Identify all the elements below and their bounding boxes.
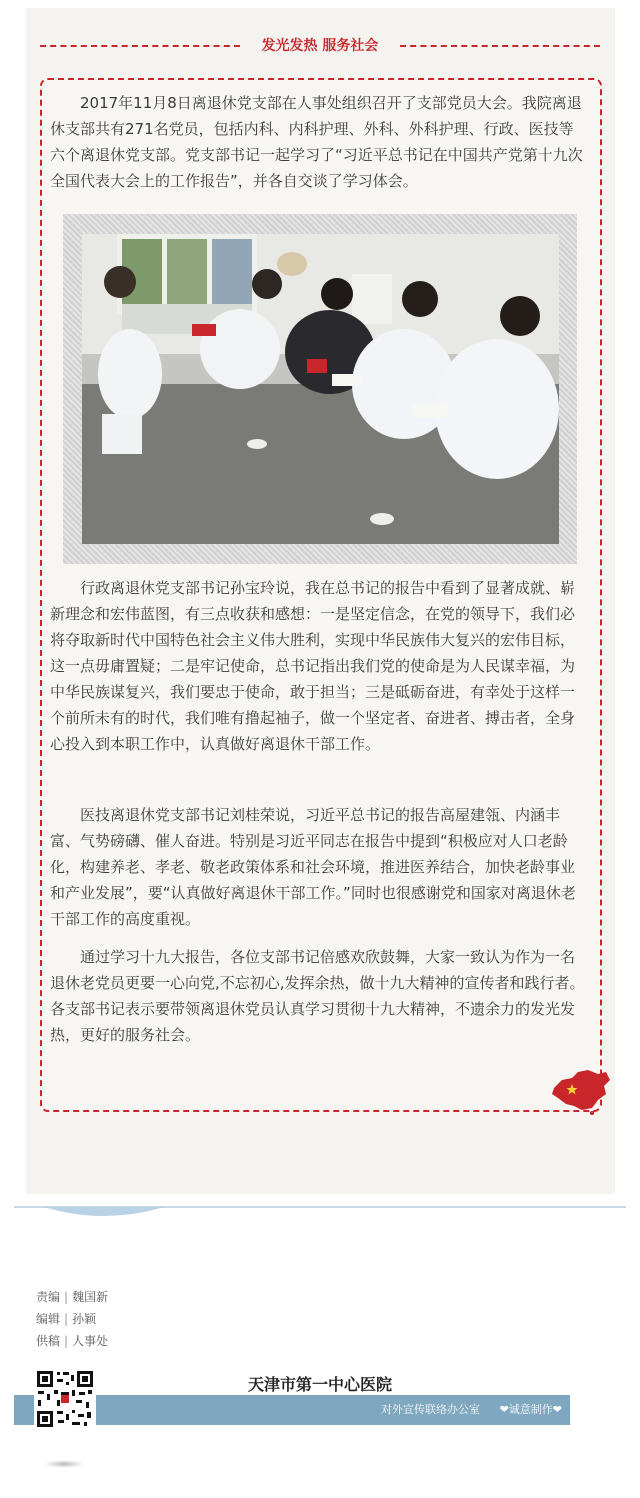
paragraph-liu-guirong: 医技离退休党支部书记刘桂荣说，习近平总书记的报告高屋建瓴、内涵丰富、气势磅礴、催人奋进。特别是习近平同志在报告中提到“积极应对人口老龄化，构建养老、孝老、敬老政策体系和社会环境，推进医养结合，加快老龄事业和产业发展”，要“认真做好离退休干部工作。”同时也很感谢党和国家对离退休老干部工作的高度重视。 (50, 806, 576, 928)
credits-block (36, 1286, 108, 1352)
credit-editor-in-charge: 责编 | 魏国新 (36, 1290, 109, 1304)
footer-shadow (44, 1460, 84, 1468)
credit-source: 供稿 | 人事处 (36, 1334, 109, 1348)
credit-editor: 编辑 | 孙颖 (36, 1312, 97, 1326)
china-map-icon (546, 1066, 612, 1116)
paragraph-sun-baoling: 行政离退休党支部书记孙宝玲说，我在总书记的报告中看到了显著成就、崭新理念和宏伟蓝图，有三点收获和感想：一是坚定信念，在党的领导下，我们必将夺取新时代中国特色社会主义伟大胜利，实现中华民族伟大复兴的宏伟目标，这一点毋庸置疑；二是牢记使命，总书记指出我们党的使命是为人民谋幸福，为中华民族谋复兴，我们要忠于使命，敢于担当；三是砥砺奋进，有幸处于这样一个前所未有的时代，我们唯有撸起袖子，做一个坚定者、奋进者、搏击者，全身心投入到本职工作中，认真做好离退休干部工作。 (50, 579, 576, 753)
paragraph-intro: 2017年11月8日离退休党支部在人事处组织召开了支部党员大会。我院离退休支部共有271名党员，包括内科、内科护理、外科、外科护理、行政、医技等六个离退休党支部。党支部书记一起学习了“习近平总书记在中国共产党第十九次全国代表大会上的工作报告”，并各自交谈了学习体会。 (50, 94, 583, 190)
hospital-name: 天津市第一中心医院 (247, 1375, 392, 1394)
section-header (40, 34, 600, 58)
qr-code-icon[interactable] (34, 1368, 96, 1430)
footer-wave-divider (14, 1203, 626, 1223)
section-title: 发光发热 服务社会 (261, 38, 379, 54)
made-by-label: ❤诚意制作❤ (499, 1403, 562, 1416)
meeting-photo[interactable] (82, 234, 559, 544)
department-label: 对外宣传联络办公室 (381, 1403, 480, 1416)
footer-bar (14, 1395, 570, 1425)
paragraph-conclusion: 通过学习十九大报告，各位支部书记倍感欢欣鼓舞，大家一致认为作为一名退休老党员更要一心向党,不忘初心,发挥余热，做十九大精神的宣传者和践行者。各支部书记表示要带领离退休党员认真学习贯彻十九大精神，不遗余力的发光发热，更好的服务社会。 (50, 948, 585, 1044)
photo-frame (63, 214, 577, 564)
